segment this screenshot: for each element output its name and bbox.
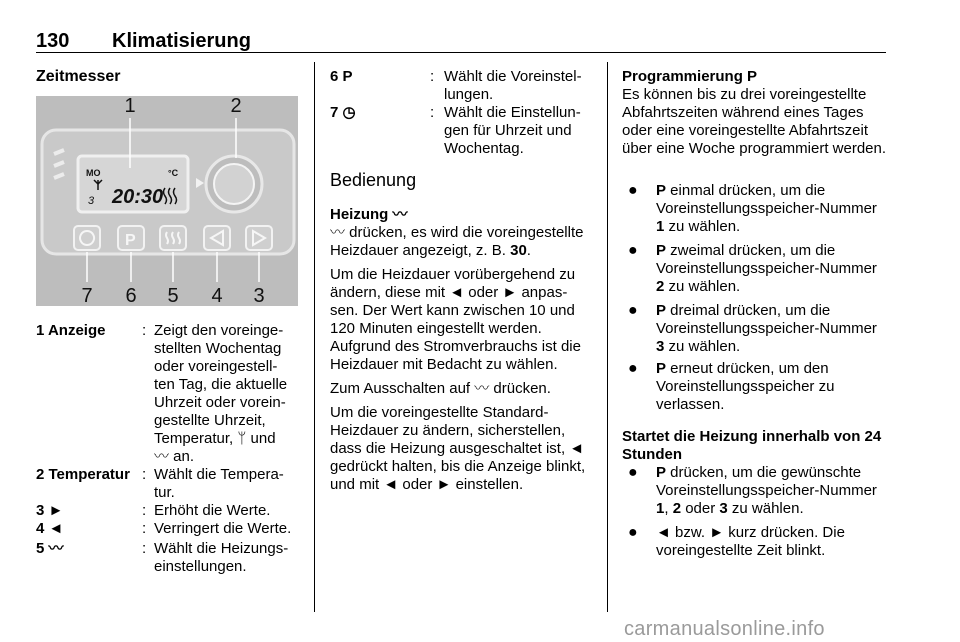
definition-2: 2 Temperatur : Wählt die Tempera- tur.: [36, 466, 284, 501]
timer-figure: [36, 96, 298, 306]
increase-button: [246, 226, 272, 250]
bullet-text: drücken, um die gewünschte Voreinstellungsspeicher-Nummer: [656, 464, 877, 499]
column-divider-1: [314, 62, 315, 612]
definition-5: 5 〰 : Wählt die Heizungs- einstellungen.: [36, 540, 289, 575]
bullet-item-4: ● P erneut drücken, um den Voreinstellungsspeicher zu verlassen.: [628, 360, 835, 413]
definition-desc: Erhöht die Werte.: [154, 502, 271, 519]
column-divider-2: [607, 62, 608, 612]
chapter-title: Klimatisierung: [112, 30, 251, 52]
definition-term: 5 〰: [36, 540, 64, 557]
bullet-item-5: ● P drücken, um die gewünschte Voreinstellungsspeicher-Nummer 1, 2 oder 3 zu wählen.: [628, 464, 877, 517]
paragraph-1: [330, 224, 592, 260]
paragraph-1-end: .: [526, 242, 531, 259]
header-divider: [36, 52, 886, 53]
bullet-key: P: [656, 464, 667, 481]
paragraph-1-text: 〰 drücken, es wird die voreingestellte Heizdauer angezeigt, z. B.: [330, 224, 584, 259]
paragraph-3: Zum Ausschalten auf 〰 drücken.: [330, 380, 551, 397]
page-number: 130: [36, 30, 70, 52]
bullet-number: 3: [656, 338, 665, 355]
bullet-key: P: [656, 242, 667, 259]
lcd-digit: 3: [88, 195, 95, 207]
section-title-zeitmesser: Zeitmesser: [36, 68, 121, 85]
callout-6: 6: [125, 285, 137, 306]
timer-panel-illustration: [36, 96, 298, 306]
definition-3: 3 ► : Erhöht die Werte.: [36, 502, 271, 519]
definition-desc: Wählt die Tempera- tur.: [154, 466, 284, 501]
intro-paragraph: Es können bis zu drei voreingestellte Abfahrtszeiten während eines Tages oder eine voreingestellte Abfahrtszeit über eine Woche programmiert werden.: [622, 86, 887, 157]
bullet-number-1: 1: [656, 500, 665, 517]
callout-3: 3: [253, 285, 265, 306]
definition-desc: Wählt die Heizungs- einstellungen.: [154, 540, 289, 575]
callout-7: 7: [81, 285, 93, 306]
definition-term: 7 ◷: [330, 104, 356, 121]
definition-desc: Wählt die Einstellun- gen für Uhrzeit und Wochentag.: [444, 104, 581, 157]
bullet-item-2: ● P zweimal drücken, um die Voreinstellungsspeicher-Nummer 2 zu wählen.: [628, 242, 877, 295]
bullet-key: P: [656, 182, 667, 199]
bullet-text: erneut drücken, um den Voreinstellungsspeicher zu verlassen.: [656, 360, 835, 413]
definition-term: 1 Anzeige: [36, 322, 106, 339]
section-title-bedienung: Bedienung: [330, 170, 417, 190]
callout-5: 5: [167, 285, 179, 306]
bullet-number: 1: [656, 218, 665, 235]
subheading-programmierung: Programmierung P: [622, 68, 758, 85]
subheading-heizung: Heizung 〰: [330, 206, 408, 223]
subheading-startet: Startet die Heizung innerhalb von 24 Stunden: [622, 428, 882, 463]
callout-2: 2: [230, 96, 242, 117]
bullet-sep-1: ,: [664, 500, 673, 517]
lcd-day: MO: [86, 168, 101, 178]
clock-button: [74, 226, 100, 250]
bullet-text-end: zu wählen.: [664, 278, 741, 295]
lcd-time: 20:30: [112, 186, 164, 208]
definition-desc: Zeigt den voreinge- stellten Wochentag oder voreingestell- ten Tag, die aktuelle Uhrzeit oder vorein- gestellte Uhrzeit, Temperatur, ᛘ und 〰 an.: [154, 322, 288, 465]
definition-term: 2 Temperatur: [36, 466, 130, 483]
bullet-text: zweimal drücken, um die Voreinstellungsspeicher-Nummer: [656, 242, 877, 277]
paragraph-4: Um die voreingestellte Standard-Heizdauer zu ändern, sicherstellen, dass die Heizung ausgeschaltet ist, ◄ gedrückt halten, bis die Anzeige blinkt, und mit ◄ oder ► einstellen.: [330, 404, 586, 493]
definition-term: 4 ◄: [36, 520, 64, 537]
bullet-text: dreimal drücken, um die Voreinstellungsspeicher-Nummer: [656, 302, 877, 337]
definition-1: 1 Anzeige : Zeigt den voreinge- stellten Wochentag oder voreingestell- ten Tag, die aktuelle Uhrzeit oder vorein- gestellte Uhrzeit, Temperatur, ᛘ und 〰 an.: [36, 322, 288, 465]
bullet-number-2: 2: [672, 500, 682, 517]
bullet-sep-2: oder: [681, 500, 720, 517]
definition-term: 3 ►: [36, 502, 64, 519]
decrease-button: [204, 226, 230, 250]
bullet-item-1: ● P einmal drücken, um die Voreinstellungsspeicher-Nummer 1 zu wählen.: [628, 182, 877, 235]
definition-desc: Verringert die Werte.: [154, 520, 292, 537]
bullet-text-end: zu wählen.: [727, 500, 804, 517]
definition-term: 6 P: [330, 68, 353, 85]
bullet-key: P: [656, 302, 667, 319]
bullet-text-end: zu wählen.: [664, 218, 741, 235]
definition-4: 4 ◄ : Verringert die Werte.: [36, 520, 292, 537]
definition-desc: Wählt die Voreinstel- lungen.: [444, 68, 582, 103]
bullet-text: einmal drücken, um die Voreinstellungsspeicher-Nummer: [656, 182, 877, 217]
paragraph-1-value: 30: [510, 242, 527, 259]
bullet-number-3: 3: [719, 500, 728, 517]
bullet-number: 2: [656, 278, 665, 295]
callout-4: 4: [211, 285, 223, 306]
bullet-text: ◄ bzw. ► kurz drücken. Die voreingestellte Zeit blinkt.: [656, 524, 845, 559]
bullet-item-6: ● ◄ bzw. ► kurz drücken. Die voreingestellte Zeit blinkt.: [628, 524, 886, 560]
callout-1: 1: [124, 96, 136, 117]
bullet-item-3: ● P dreimal drücken, um die Voreinstellungsspeicher-Nummer 3 zu wählen.: [628, 302, 877, 355]
lcd-unit: °C: [168, 168, 179, 178]
paragraph-2: Um die Heizdauer vorübergehend zu ändern, diese mit ◄ oder ► anpas-sen. Der Wert kann zwischen 10 und 120 Minuten eingestellt werden. Aufgrund des Stromverbrauchs ist die Heizdauer mit Bedacht zu wählen.: [330, 266, 581, 373]
bullet-text-end: zu wählen.: [664, 338, 741, 355]
definition-6: 6 P : Wählt die Voreinstel- lungen.: [330, 68, 582, 103]
bullet-key: P: [656, 360, 667, 377]
definition-7: 7 ◷ : Wählt die Einstellun- gen für Uhrzeit und Wochentag.: [330, 104, 581, 157]
watermark: carmanualsonline.info: [624, 618, 825, 640]
p-button-label: P: [125, 232, 136, 249]
